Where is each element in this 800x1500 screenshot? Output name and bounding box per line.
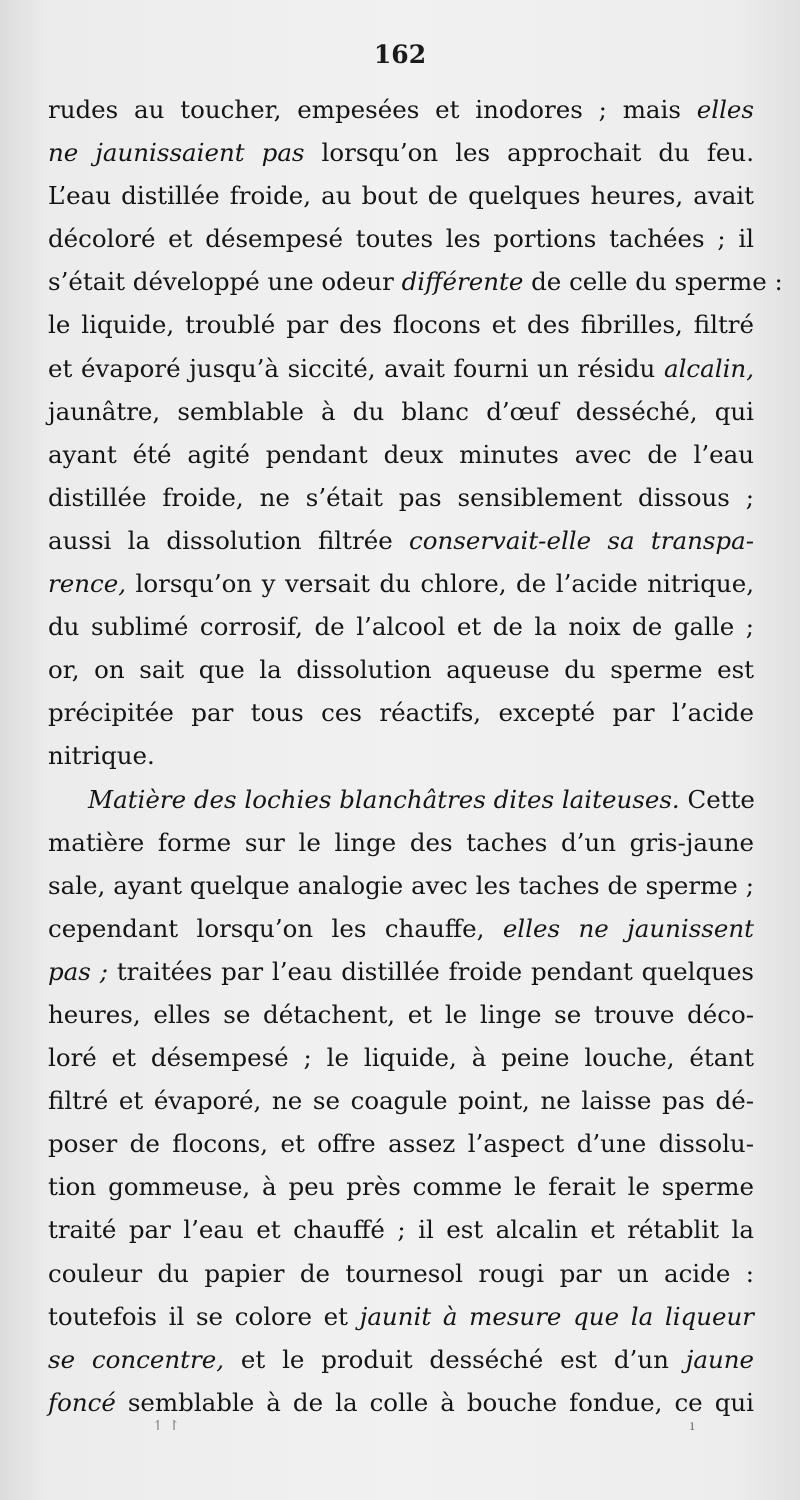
page-number: 162 <box>373 40 427 69</box>
text-segment: poser de flocons, et offre assez l’aspect d’une dissolu- <box>48 1129 754 1159</box>
text-segment: aussi la dissolution filtrée <box>48 525 410 555</box>
text-segment: semblable à de la colle à bouche fondue, ce qui <box>115 1387 754 1417</box>
text-segment: lorsqu’on les approchait du feu. <box>304 138 754 168</box>
text-segment: toutefois il se colore et <box>48 1301 360 1331</box>
bottom-mark-right: ı <box>690 1418 695 1434</box>
text-line <box>48 864 754 907</box>
text-line <box>48 1208 754 1251</box>
italic-text: jaune <box>685 1344 754 1374</box>
text-line <box>48 1295 754 1338</box>
italic-text: elles ne jaunissent <box>502 913 754 943</box>
text-segment: traitées par l’eau distillée froide pendant quelques <box>107 956 755 986</box>
text-line <box>48 260 783 303</box>
text-segment: jaunâtre, semblable à du blanc d’œuf desséché, qui <box>48 396 754 426</box>
text-line <box>48 734 754 777</box>
text-line <box>48 821 754 864</box>
text-line <box>48 1252 754 1295</box>
text-line <box>48 390 754 433</box>
text-segment: précipitée par tous ces réactifs, excepté par l’acide <box>48 698 754 728</box>
text-line <box>48 1165 754 1208</box>
text-segment: traité par l’eau et chauffé ; il est alcalin et rétablit la <box>48 1215 754 1245</box>
text-line <box>48 1338 754 1381</box>
italic-text: se concentre, <box>48 1344 225 1374</box>
text-segment: du sublimé corrosif, de l’alcool et de la noix de galle ; <box>48 612 754 642</box>
bottom-mark-left: ↿ ↾ <box>152 1418 180 1434</box>
text-segment: tion gommeuse, à peu près comme le ferait le sperme <box>48 1172 754 1202</box>
text-segment: matière forme sur le linge des taches d’un gris-jaune <box>48 827 754 857</box>
italic-text: différente <box>401 267 524 297</box>
text-segment: s’était développé une odeur <box>48 267 402 297</box>
text-segment: sale, ayant quelque analogie avec les taches de sperme ; <box>48 870 754 900</box>
text-segment: heures, elles se détachent, et le linge se trouve déco- <box>48 999 754 1029</box>
italic-text: alcalin, <box>663 353 754 383</box>
text-line <box>48 476 754 519</box>
text-line <box>48 303 754 346</box>
text-line <box>48 88 754 131</box>
text-line <box>48 778 754 821</box>
italic-text: foncé <box>48 1387 116 1417</box>
text-segment: or, on sait que la dissolution aqueuse du sperme est <box>48 655 754 685</box>
text-segment: distillée froide, ne s’était pas sensiblement dissous ; <box>48 482 754 512</box>
text-line <box>48 605 754 648</box>
text-line <box>48 174 754 217</box>
text-segment: et évaporé jusqu’à siccité, avait fourni un résidu <box>48 353 664 383</box>
italic-text: conservait-elle sa transpa- <box>409 525 755 555</box>
text-segment: ayant été agité pendant deux minutes avec de l’eau <box>48 439 754 469</box>
text-segment: filtré et évaporé, ne se coagule point, ne laisse pas dé- <box>48 1086 754 1116</box>
text-line <box>48 347 754 390</box>
text-segment: couleur du papier de tournesol rougi par un acide : <box>48 1258 754 1288</box>
text-segment: loré et désempesé ; le liquide, à peine louche, étant <box>48 1043 754 1073</box>
text-line <box>48 1036 754 1079</box>
italic-text: elles <box>696 95 754 124</box>
text-line <box>48 648 754 691</box>
text-line <box>48 907 754 950</box>
text-line <box>48 433 754 476</box>
text-segment: le liquide, troublé par des flocons et des fibrilles, filtré <box>48 310 754 340</box>
text-line <box>48 562 754 605</box>
text-line <box>48 1122 754 1165</box>
italic-text: pas ; <box>48 956 108 986</box>
text-segment: lorsqu’on y versait du chlore, de l’acide nitrique, <box>126 569 754 599</box>
text-line <box>48 131 754 174</box>
text-segment: cependant lorsqu’on les chauffe, <box>48 913 503 943</box>
text-segment: Cette <box>679 784 755 814</box>
italic-text: rence, <box>48 569 126 599</box>
text-segment: L’eau distillée froide, au bout de quelques heures, avait <box>48 181 754 211</box>
italic-text: ne jaunissaient pas <box>48 138 305 168</box>
text-line <box>48 993 754 1036</box>
italic-text: Matière des lochies blanchâtres dites laiteuses. <box>88 784 680 814</box>
text-segment: rudes au toucher, empesées et inodores ; mais <box>48 95 697 124</box>
text-segment: de celle du sperme : <box>523 267 783 297</box>
text-line <box>48 950 754 993</box>
text-segment: et le produit desséché est d’un <box>224 1344 686 1374</box>
italic-text: jaunit à mesure que la liqueur <box>359 1301 754 1331</box>
text-line <box>48 691 754 734</box>
text-line <box>48 1079 754 1122</box>
body-text <box>48 88 783 1424</box>
text-line <box>48 217 754 260</box>
text-segment: décoloré et désempesé toutes les portions tachées ; il <box>48 224 754 254</box>
text-segment: nitrique. <box>48 741 155 771</box>
text-line <box>48 519 754 562</box>
